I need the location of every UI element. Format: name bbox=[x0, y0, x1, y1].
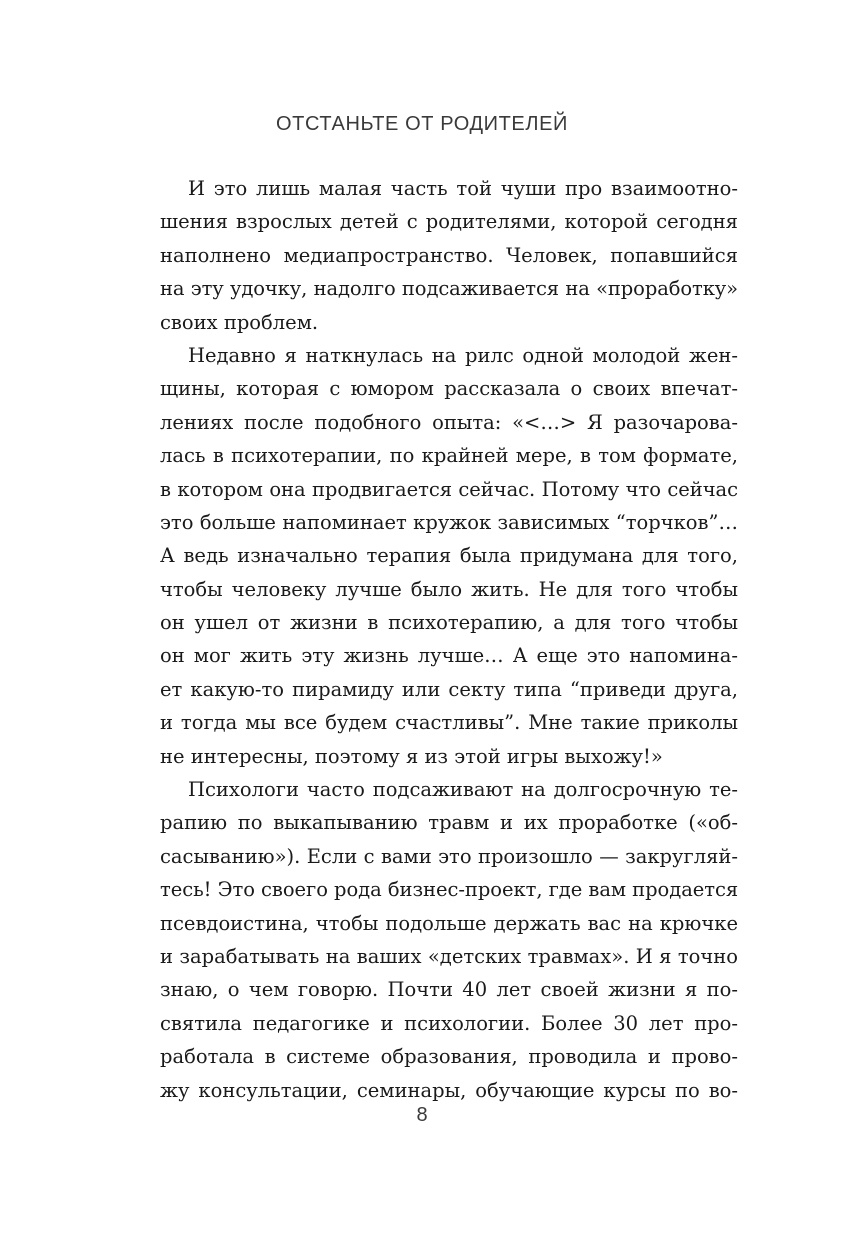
text-line: лась в психотерапии, по крайней мере, в том формате, bbox=[160, 444, 738, 468]
text-line: и зарабатывать на ваших «детских травмах». И я точно bbox=[160, 944, 738, 968]
text-line: не интересны, поэтому я из этой игры выхожу!» bbox=[160, 744, 663, 768]
text-line: псевдоистина, чтобы подольше держать вас на крючке bbox=[160, 911, 738, 935]
running-title: ОТСТАНЬТЕ ОТ РОДИТЕЛЕЙ bbox=[276, 113, 568, 135]
text-line: ет какую-то пирамиду или секту типа “приведи друга, bbox=[160, 677, 738, 701]
text-line: святила педагогике и психологии. Более 30 лет про- bbox=[160, 1011, 738, 1035]
text-line: Психологи часто подсаживают на долгосрочную те- bbox=[188, 778, 738, 802]
text-line: Недавно я наткнулась на рилс одной молодой жен- bbox=[188, 343, 738, 367]
text-line: это больше напоминает кружок зависимых “торчков”… bbox=[160, 510, 738, 534]
text-line: он ушел от жизни в психотерапию, а для того чтобы bbox=[160, 611, 738, 635]
text-line: сасыванию»). Если с вами это произошло — закругляй- bbox=[160, 844, 738, 868]
text-line: И это лишь малая часть той чуши про взаимоотно- bbox=[188, 177, 738, 200]
text-line: знаю, о чем говорю. Почти 40 лет своей жизни я по- bbox=[160, 978, 738, 1002]
paragraph-2 bbox=[160, 339, 738, 773]
paragraph-1 bbox=[160, 172, 738, 339]
body-text bbox=[160, 172, 738, 1107]
text-line: щины, которая с юмором рассказала о своих впечат- bbox=[160, 377, 738, 401]
text-line: лениях после подобного опыта: «<…> Я разочарова- bbox=[160, 410, 738, 434]
text-line: на эту удочку, надолго подсаживается на «проработку» bbox=[160, 277, 738, 301]
text-line: он мог жить эту жизнь лучше… А еще это напомина- bbox=[160, 644, 738, 668]
page-number: 8 bbox=[416, 1104, 428, 1126]
text-line: в котором она продвигается сейчас. Потому что сейчас bbox=[160, 477, 738, 501]
text-line: и тогда мы все будем счастливы”. Мне такие приколы bbox=[160, 711, 738, 735]
text-line: шения взрослых детей с родителями, которой сегодня bbox=[160, 210, 738, 234]
text-line: наполнено медиапространство. Человек, попавшийся bbox=[160, 243, 738, 267]
text-line: рапию по выкапыванию травм и их проработке («об- bbox=[160, 811, 738, 835]
text-line: своих проблем. bbox=[160, 310, 319, 334]
text-line: А ведь изначально терапия была придумана для того, bbox=[160, 544, 738, 568]
paragraph-3 bbox=[160, 773, 738, 1107]
text-line: чтобы человеку лучше было жить. Не для того чтобы bbox=[160, 577, 738, 601]
text-line: работала в системе образования, проводила и прово- bbox=[160, 1045, 738, 1069]
text-line: жу консультации, семинары, обучающие курсы по во- bbox=[160, 1078, 738, 1102]
text-line: тесь! Это своего рода бизнес-проект, где вам продается bbox=[160, 878, 739, 902]
